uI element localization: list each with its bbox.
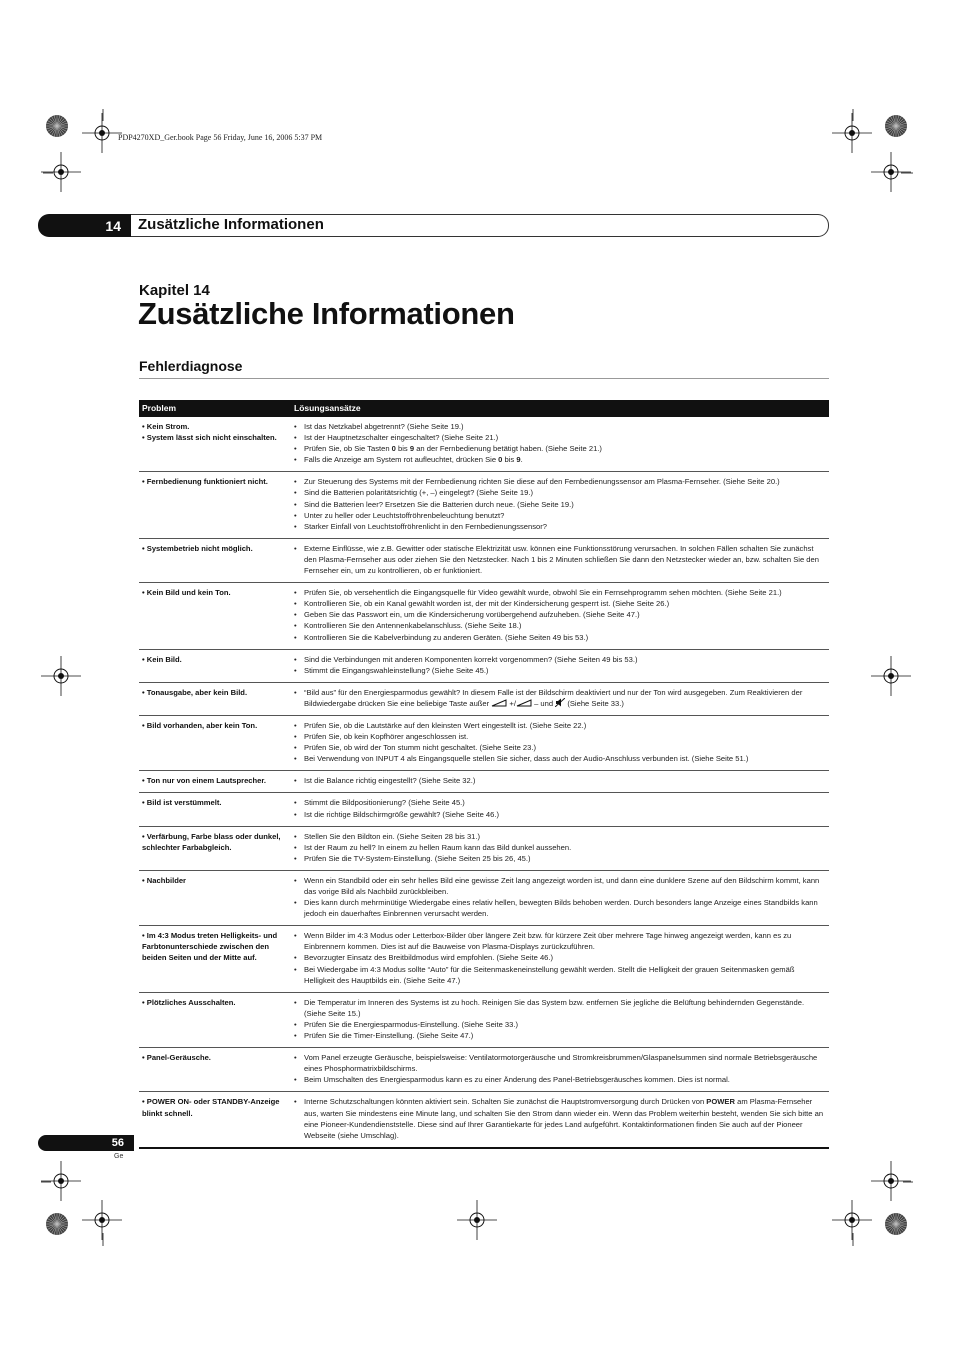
starburst-mark-icon [45, 1212, 69, 1236]
solution-list [294, 775, 826, 786]
trim-line [42, 172, 54, 174]
table-row [139, 992, 829, 1047]
solution-item: • Prüfen Sie die Energiesparmodus-Einstellung. (Siehe Seite 33.) [294, 1019, 826, 1030]
problem-text: • Kein Bild und kein Ton. [142, 588, 231, 598]
problem-cell [139, 793, 291, 826]
solution-list [294, 997, 826, 1041]
trim-line [852, 1232, 854, 1247]
problem-text: • Tonausgabe, aber kein Bild. [142, 687, 248, 697]
problem-cell [139, 417, 291, 472]
solution-list [294, 720, 826, 764]
table-row [139, 417, 829, 472]
table-row [139, 826, 829, 870]
trim-line [102, 1232, 104, 1247]
problem-text: • Verfärbung, Farbe blass oder dunkel, schlechter Farbabgleich. [142, 831, 281, 852]
solution-list [294, 421, 826, 465]
crosshair-mark-icon [41, 656, 81, 696]
problem-cell [139, 472, 291, 538]
problem-cell [139, 1048, 291, 1092]
language-code: Ge [114, 1153, 124, 1160]
trim-line [902, 1181, 914, 1183]
solution-item: • Kontrollieren Sie die Kabelverbindung zu anderen Geräten. (Siehe Seiten 49 bis 53.) [294, 632, 826, 643]
solution-item: • Ist das Netzkabel abgetrennt? (Siehe Seite 19.) [294, 421, 826, 432]
solution-item: • Sind die Batterien leer? Ersetzen Sie die Batterien durch neue. (Siehe Seite 19.) [294, 499, 826, 510]
solution-item: • Prüfen Sie, ob die Lautstärke auf den kleinsten Wert eingestellt ist. (Siehe Seite 22.) [294, 720, 826, 731]
solution-item: • Zur Steuerung des Systems mit der Fernbedienung richten Sie diese auf den Fernbedienungssensor am Plasma-Fernseher. (Siehe Seite 20.) [294, 476, 826, 487]
problem-text: • System lässt sich nicht einschalten. [142, 433, 277, 443]
trim-line [900, 172, 914, 174]
problem-cell [139, 992, 291, 1047]
page-title: Zusätzliche Informationen [138, 296, 515, 331]
solution-cell [291, 417, 829, 472]
solution-cell [291, 538, 829, 582]
solution-list [294, 797, 826, 819]
print-info: PDP4270XD_Ger.book Page 56 Friday, June 16, 2006 5:37 PM [118, 133, 323, 142]
solution-list [294, 587, 826, 642]
problem-cell [139, 715, 291, 770]
table-row [139, 1092, 829, 1148]
solution-item: • Starker Einfall von Leuchtstoffröhrenlicht in den Fernbedienungssensor? [294, 521, 826, 532]
solution-cell [291, 472, 829, 538]
solution-cell [291, 583, 829, 649]
solution-item: • Kontrollieren Sie, ob ein Kanal gewählt worden ist, der mit der Kindersicherung gesperrt ist. (Siehe Seite 26.) [294, 598, 826, 609]
table-row [139, 771, 829, 793]
problem-cell [139, 926, 291, 992]
solution-item: • Prüfen Sie, ob Sie Tasten 0 bis 9 an der Fernbedienung betätigt haben. (Siehe Seite 21.) [294, 443, 826, 454]
problem-cell [139, 538, 291, 582]
solution-cell [291, 992, 829, 1047]
table-row [139, 682, 829, 715]
solution-cell [291, 926, 829, 992]
solution-item: • Beim Umschalten des Energiesparmodus kann es zu einer Änderung des Panel-Betriebsgeräusches kommen. Dies ist normal. [294, 1074, 826, 1085]
problem-text: • Kein Bild. [142, 654, 182, 664]
table-row [139, 715, 829, 770]
table-row [139, 926, 829, 992]
solution-cell [291, 870, 829, 925]
solution-cell [291, 1092, 829, 1148]
solution-item: • Bei Verwendung von INPUT 4 als Eingangsquelle stellen Sie sicher, dass auch der Audio-Anschluss verbunden ist. (Siehe Seite 51.) [294, 753, 826, 764]
problem-text: • Nachbilder [142, 875, 187, 885]
solution-item: • “Bild aus” für den Energiesparmodus gewählt? In diesem Falle ist der Bildschirm deaktiviert und nur der Ton wird ausgegeben. Zum Reaktivieren der Bildwiedergabe drücken Sie eine beliebige Taste außer +/ – und (Siehe Seite 33.) [294, 687, 826, 709]
solution-item: • Wenn Bilder im 4:3 Modus oder Letterbox-Bilder über längere Zeit bzw. für kürzere Zeit über mehrere Tage hinweg angezeigt werden, kann es zu Einbrennern kommen. Dies ist auf die Bauweise von Plasma-Displays zurückzuführen. [294, 930, 826, 952]
solution-cell [291, 682, 829, 715]
starburst-mark-icon [884, 114, 908, 138]
table-row [139, 1048, 829, 1092]
solution-item: • Unter zu heller oder Leuchtstoffröhrenbeleuchtung benutzt? [294, 510, 826, 521]
table-row [139, 538, 829, 582]
solution-list [294, 687, 826, 709]
trim-line [102, 108, 104, 122]
solution-item: • Interne Schutzschaltungen könnten aktiviert sein. Schalten Sie zunächst die Hauptstromversorgung durch Drücken von POWER am Plasma-Fernseher aus, warten Sie mindestens eine Minute lang, und schalten Sie den Strom dann wieder ein. Wenn das Problem weiterhin besteht, wenden Sie sich bitte an eine Pioneer-Kundendienststelle. Diese sind auf Ihrer Garantiekarte für jedes Land aufgeführt. Kontaktinformationen finden Sie auch auf der Pioneer Webseite (siehe Umschlag). [294, 1096, 826, 1140]
problem-text: • Ton nur von einem Lautsprecher. [142, 776, 267, 786]
solution-item: • Sind die Verbindungen mit anderen Komponenten korrekt vorgenommen? (Siehe Seiten 49 bis 53.) [294, 654, 826, 665]
solution-item: • Kontrollieren Sie den Antennenkabelanschluss. (Siehe Seite 18.) [294, 620, 826, 631]
solution-item: • Dies kann durch mehrminütige Wiedergabe eines relativ hellen, bewegten Bilds behoben werden. Durch besonders lange Anzeige eines Standbilds kann jedoch ein dauerhaftes Einbrennen verursacht werden. [294, 897, 826, 919]
solution-item: • Wenn ein Standbild oder ein sehr helles Bild eine gewisse Zeit lang angezeigt worden ist, und dann eine dunklere Szene auf den Bildschirm kommt, kann das vorige Bild als Nachbild zurückbleiben. [294, 875, 826, 897]
crosshair-mark-icon [871, 656, 911, 696]
solution-item: • Prüfen Sie die Timer-Einstellung. (Siehe Seite 47.) [294, 1030, 826, 1041]
chapter-header [38, 214, 829, 237]
trim-line [40, 1181, 52, 1183]
solution-list [294, 476, 826, 531]
header-title: Zusätzliche Informationen [138, 216, 324, 233]
problem-text: • Im 4:3 Modus treten Helligkeits- und Farbtonunterschiede zwischen den beiden Seiten und der Mitte auf. [142, 931, 278, 963]
column-header-solutions: Lösungsansätze [291, 400, 829, 417]
solution-item: • Stellen Sie den Bildton ein. (Siehe Seiten 28 bis 31.) [294, 831, 826, 842]
solution-list [294, 543, 826, 576]
solution-item: • Prüfen Sie die TV-System-Einstellung. (Siehe Seiten 25 bis 26, 45.) [294, 853, 826, 864]
solution-list [294, 1052, 826, 1085]
solution-item: • Sind die Batterien polaritätsrichtig (+, –) eingelegt? (Siehe Seite 19.) [294, 487, 826, 498]
solution-item: • Ist die Balance richtig eingestellt? (Siehe Seite 32.) [294, 775, 826, 786]
problem-cell [139, 771, 291, 793]
problem-text: • Bild ist verstümmelt. [142, 798, 222, 808]
solution-item: • Prüfen Sie, ob versehentlich die Eingangsquelle für Video gewählt wurde, obwohl Sie ein Fernsehprogramm sehen möchten. (Siehe Seite 21.) [294, 587, 826, 598]
solution-cell [291, 1048, 829, 1092]
solution-item: • Stimmt die Bildpositionierung? (Siehe Seite 45.) [294, 797, 826, 808]
solution-item: • Ist der Hauptnetzschalter eingeschaltet? (Siehe Seite 21.) [294, 432, 826, 443]
problem-cell [139, 682, 291, 715]
problem-text: • Kein Strom. [142, 422, 190, 431]
page-number: 56 [38, 1135, 134, 1151]
solution-item: • Falls die Anzeige am System rot aufleuchtet, drücken Sie 0 bis 9. [294, 454, 826, 465]
solution-item: • Externe Einflüsse, wie z.B. Gewitter oder statische Elektrizität usw. können eine Funktionsstörung verursachen. In solchen Fällen schalten Sie zunächst den Plasma-Fernseher aus oder ziehen Sie den Netzstecker. Nach 1 bis 2 Minuten schließen Sie dann den Netzstecker wieder an, bzw. schalten Sie den Fernseher ein, um zu kontrollieren, ob er funktioniert. [294, 543, 826, 576]
volume-up-icon [491, 699, 507, 707]
solution-item: • Ist die richtige Bildschirmgröße gewählt? (Siehe Seite 46.) [294, 809, 826, 820]
column-header-problem: Problem [139, 400, 291, 417]
table-row [139, 793, 829, 826]
solution-cell [291, 649, 829, 682]
chapter-number-badge: 14 [38, 214, 131, 237]
solution-list [294, 1096, 826, 1140]
problem-cell [139, 1092, 291, 1148]
problem-text: • Bild vorhanden, aber kein Ton. [142, 720, 258, 730]
table-row [139, 472, 829, 538]
problem-text: • Fernbedienung funktioniert nicht. [142, 477, 268, 487]
problem-cell [139, 649, 291, 682]
solution-item: • Vom Panel erzeugte Geräusche, beispielsweise: Ventilatormotorgeräusche und Stromkreisbrummen/Glaspanelsummen sind normale Betriebsgeräusche eines Phosphormatrixbildschirms. [294, 1052, 826, 1074]
problem-cell [139, 826, 291, 870]
solution-item: • Prüfen Sie, ob wird der Ton stumm nicht geschaltet. (Siehe Seite 23.) [294, 742, 826, 753]
solution-item: • Stimmt die Eingangswahleinstellung? (Siehe Seite 45.) [294, 665, 826, 676]
solution-item: • Prüfen Sie, ob kein Kopfhörer angeschlossen ist. [294, 731, 826, 742]
trim-line [852, 108, 854, 122]
problem-text: • Systembetrieb nicht möglich. [142, 543, 253, 553]
table-row [139, 870, 829, 925]
chapter-label: Kapitel 14 [139, 282, 210, 299]
solution-item: • Bei Wiedergabe im 4:3 Modus sollte “Auto” für die Seitenmaskeneinstellung gewählt werden. Stellt die Helligkeit der grauen Seitenmasken gemäß Helligkeit des Hauptbilds ein. (Siehe Seite 47.) [294, 964, 826, 986]
troubleshooting-table [139, 400, 829, 1149]
table-row [139, 583, 829, 649]
solution-list [294, 875, 826, 919]
problem-cell [139, 583, 291, 649]
problem-cell [139, 870, 291, 925]
section-divider [139, 378, 829, 379]
solution-cell [291, 771, 829, 793]
solution-list [294, 831, 826, 864]
crosshair-mark-icon [457, 1200, 497, 1240]
solution-item: • Ist der Raum zu hell? In einem zu hellen Raum kann das Bild dunkel aussehen. [294, 842, 826, 853]
starburst-mark-icon [45, 114, 69, 138]
starburst-mark-icon [884, 1212, 908, 1236]
mute-icon [555, 698, 565, 707]
table-row [139, 649, 829, 682]
solution-cell [291, 715, 829, 770]
solution-list [294, 930, 826, 985]
solution-item: • Geben Sie das Passwort ein, um die Kindersicherung vorübergehend aufzuheben. (Siehe Seite 47.) [294, 609, 826, 620]
solution-item: • Die Temperatur im Inneren des Systems ist zu hoch. Reinigen Sie das System bzw. entfernen Sie jegliche die Belüftung behindernden Gegenstände. (Siehe Seite 15.) [294, 997, 826, 1019]
solution-cell [291, 826, 829, 870]
volume-down-icon [516, 699, 532, 707]
solution-cell [291, 793, 829, 826]
problem-text: • Panel-Geräusche. [142, 1053, 211, 1063]
table-header-row [139, 400, 829, 417]
problem-text: • POWER ON- oder STANDBY-Anzeige blinkt schnell. [142, 1097, 280, 1118]
section-title: Fehlerdiagnose [139, 358, 243, 374]
problem-text: • Plötzliches Ausschalten. [142, 997, 236, 1007]
solution-item: • Bevorzugter Einsatz des Breitbildmodus wird empfohlen. (Siehe Seite 46.) [294, 952, 826, 963]
solution-list [294, 654, 826, 676]
